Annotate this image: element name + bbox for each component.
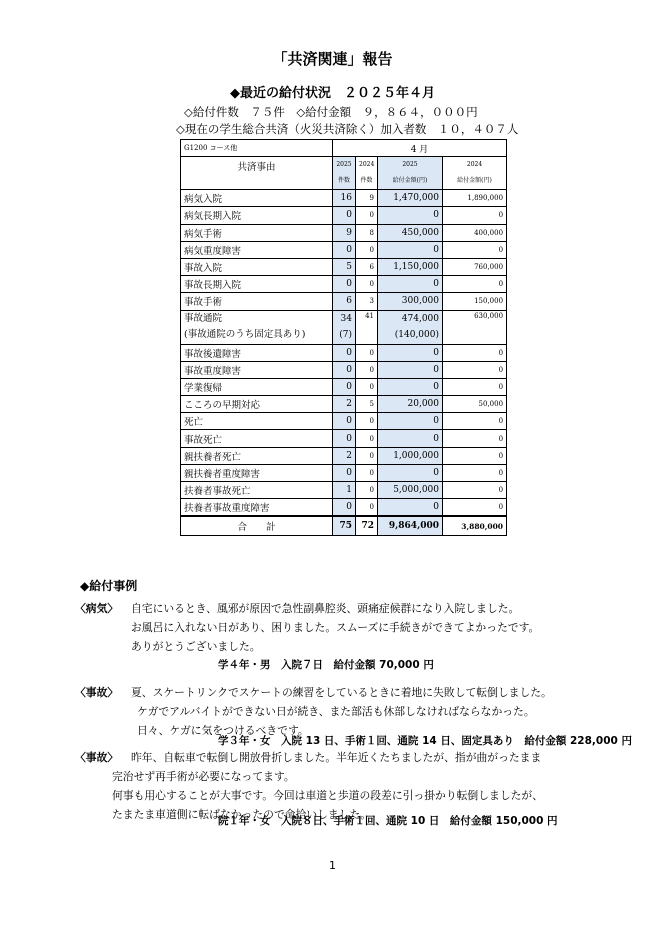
table-body: [181, 190, 507, 516]
table-row: [181, 499, 507, 516]
row-count-2025: 5: [333, 258, 356, 275]
row-category: 扶養者事故重度障害: [181, 499, 333, 516]
row-amount-2025: 0: [378, 361, 443, 378]
row-category: こころの早期対応: [181, 396, 333, 413]
row-amount-2024: 0: [443, 344, 507, 361]
row-category: 病気重度障害: [181, 241, 333, 258]
row-count-2024: 41: [356, 310, 378, 344]
row-amount-2025: 1,000,000: [378, 447, 443, 464]
row-category: 死亡: [181, 413, 333, 430]
row-amount-2025: 0: [378, 241, 443, 258]
table-subheader-row: [181, 157, 507, 190]
count-2025-header: 2025 件数: [333, 157, 356, 190]
case-text-line: ケガでアルバイトができない日が続き、また部活も休部しなければならなかった。: [137, 705, 535, 718]
page-number: 1: [329, 859, 336, 872]
table-row: [181, 241, 507, 258]
row-amount-2025: 300,000: [378, 293, 443, 310]
row-amount-2024: 0: [443, 499, 507, 516]
row-count-2025: 0: [333, 430, 356, 447]
row-amount-2025: 0: [378, 276, 443, 293]
total-amount-2025: 9,864,000: [378, 516, 443, 536]
member-count-line: ◇現在の学生総合共済（火災共済除く）加入者数 １０，４０７人: [176, 122, 519, 136]
case-text-line: ありがとうございました。: [131, 640, 261, 653]
row-count-2025: 2: [333, 396, 356, 413]
row-amount-2025: 1,470,000: [378, 190, 443, 207]
row-category: 事故後遺障害: [181, 344, 333, 361]
row-amount-2025: 5,000,000: [378, 482, 443, 499]
case-text-line: 自宅にいるとき、風邪が原因で急性副鼻腔炎、頭痛症候群になり入院しました。: [131, 602, 520, 615]
row-category: 事故長期入院: [181, 276, 333, 293]
case-text-line: 夏、スケートリンクでスケートの練習をしているときに着地に失敗して転倒しました。: [131, 686, 552, 699]
row-count-2025: 0: [333, 499, 356, 516]
table-row: [181, 482, 507, 499]
row-amount-2024: 0: [443, 241, 507, 258]
row-amount-2024: 400,000: [443, 224, 507, 241]
row-category: 病気手術: [181, 224, 333, 241]
row-category: 親扶養者重度障害: [181, 464, 333, 481]
case-label: 〈事故〉: [75, 686, 119, 699]
table-month: 4 月: [333, 140, 507, 157]
table-row: [181, 293, 507, 310]
row-count-2025: 0: [333, 361, 356, 378]
row-count-2024: 0: [356, 207, 378, 224]
case-text-line: たまたま車道側に転ばなかったので命拾いしました。: [112, 808, 372, 821]
total-amount-2024: 3,880,000: [443, 516, 507, 536]
row-count-2024: 0: [356, 464, 378, 481]
row-amount-2025: 1,150,000: [378, 258, 443, 275]
case-detail: 学４年・男 入院７日 給付金額 70,000 円: [218, 659, 434, 671]
row-count-2025: 0: [333, 207, 356, 224]
row-count-2024: 0: [356, 241, 378, 258]
row-amount-2025: 0: [378, 464, 443, 481]
table-header-row: [181, 140, 507, 157]
row-category: 学業復帰: [181, 378, 333, 395]
row-amount-2025: 0: [378, 378, 443, 395]
row-amount-2025: 0: [378, 413, 443, 430]
row-count-2025: 0: [333, 241, 356, 258]
row-category: 事故手術: [181, 293, 333, 310]
row-amount-2025: 474,000 (140,000): [378, 310, 443, 344]
table-row: [181, 258, 507, 275]
table-row: [181, 224, 507, 241]
row-count-2024: 0: [356, 482, 378, 499]
row-count-2024: 0: [356, 276, 378, 293]
row-count-2024: 0: [356, 499, 378, 516]
table-row: [181, 207, 507, 224]
row-count-2025: 0: [333, 464, 356, 481]
table-row: [181, 361, 507, 378]
row-category: 事故通院 (事故通院のうち固定具あり): [181, 310, 333, 344]
row-count-2024: 0: [356, 378, 378, 395]
case-label: 〈病気〉: [75, 602, 119, 615]
row-amount-2024: 0: [443, 413, 507, 430]
row-count-2025: 0: [333, 413, 356, 430]
row-amount-2024: 0: [443, 447, 507, 464]
total-count-2025: 75: [333, 516, 356, 536]
table-row: [181, 396, 507, 413]
row-amount-2025: 0: [378, 344, 443, 361]
row-count-2024: 0: [356, 344, 378, 361]
table-row: [181, 413, 507, 430]
case-text-line: 昨年、自転車で転倒し開放骨折しました。半年近くたちましたが、指が曲がったまま: [131, 751, 542, 764]
table-corner-label: G1200 コース他: [181, 140, 333, 157]
row-amount-2025: 0: [378, 430, 443, 447]
row-count-2025: 6: [333, 293, 356, 310]
case-text-line: 日々、ケガに気をつけるべきです。: [137, 724, 309, 737]
table-row: [181, 447, 507, 464]
row-count-2024: 6: [356, 258, 378, 275]
row-amount-2025: 0: [378, 207, 443, 224]
row-count-2025: 16: [333, 190, 356, 207]
row-count-2025: 0: [333, 344, 356, 361]
row-count-2024: 0: [356, 447, 378, 464]
row-amount-2024: 760,000: [443, 258, 507, 275]
row-category: 病気入院: [181, 190, 333, 207]
row-amount-2024: 0: [443, 430, 507, 447]
row-count-2025: 0: [333, 276, 356, 293]
row-amount-2024: 0: [443, 464, 507, 481]
row-category: 扶養者事故死亡: [181, 482, 333, 499]
amount-2024-header: 2024 給付金額(円): [443, 157, 507, 190]
row-amount-2024: 150,000: [443, 293, 507, 310]
total-count-2024: 72: [356, 516, 378, 536]
row-amount-2024: 0: [443, 378, 507, 395]
row-count-2025: 34 (7): [333, 310, 356, 344]
table-total-row: [181, 516, 507, 536]
case-label: 〈事故〉: [75, 751, 119, 764]
table-row: [181, 464, 507, 481]
row-category: 病気長期入院: [181, 207, 333, 224]
row-amount-2024: 0: [443, 482, 507, 499]
section-heading-benefits: ◆最近の給付状況 ２０２５年４月: [230, 86, 435, 101]
row-category: 事故入院: [181, 258, 333, 275]
row-category: 事故重度障害: [181, 361, 333, 378]
table-row: [181, 190, 507, 207]
row-amount-2024: 50,000: [443, 396, 507, 413]
count-2024-header: 2024 件数: [356, 157, 378, 190]
row-count-2024: 5: [356, 396, 378, 413]
row-amount-2024: 0: [443, 361, 507, 378]
row-count-2024: 0: [356, 361, 378, 378]
case-detail: 院１年・女 入院８日、手術１回、通院 10 日 給付金額 150,000 円: [218, 815, 558, 827]
row-count-2025: 1: [333, 482, 356, 499]
case-detail: 学３年・女 入院 13 日、手術１回、通院 14 日、固定具あり 給付金額 228,000 円: [218, 735, 632, 747]
table-row: [181, 430, 507, 447]
total-label: 合 計: [181, 516, 333, 536]
row-amount-2025: 0: [378, 499, 443, 516]
case-text-line: 完治せず再手術が必要になってます。: [112, 770, 295, 783]
benefit-table: [180, 139, 507, 536]
amount-2025-header: 2025 給付金額(円): [378, 157, 443, 190]
table-row: [181, 310, 507, 344]
row-count-2024: 8: [356, 224, 378, 241]
table-row: [181, 344, 507, 361]
row-count-2024: 0: [356, 413, 378, 430]
row-count-2024: 3: [356, 293, 378, 310]
row-count-2024: 9: [356, 190, 378, 207]
row-amount-2025: 450,000: [378, 224, 443, 241]
table-row: [181, 276, 507, 293]
row-amount-2024: 0: [443, 276, 507, 293]
row-amount-2024: 630,000: [443, 310, 507, 344]
benefit-summary-line: ◇給付件数 ７５件 ◇給付金額 ９，８６４，０００円: [184, 105, 478, 119]
row-category: 親扶養者死亡: [181, 447, 333, 464]
row-amount-2024: 1,890,000: [443, 190, 507, 207]
table-row: [181, 378, 507, 395]
row-amount-2024: 0: [443, 207, 507, 224]
section-heading-cases: ◆給付事例: [80, 579, 138, 593]
row-amount-2025: 20,000: [378, 396, 443, 413]
row-count-2025: 2: [333, 447, 356, 464]
row-category: 事故死亡: [181, 430, 333, 447]
case-text-line: 何事も用心することが大事です。今回は車道と歩道の段差に引っ掛かり転倒しましたが、: [112, 789, 544, 802]
page-title: 「共済関連」報告: [272, 50, 393, 68]
row-count-2025: 9: [333, 224, 356, 241]
category-header: 共済事由: [181, 157, 333, 190]
case-text-line: お風呂に入れない日があり、困りました。スムーズに手続きができてよかったです。: [131, 621, 540, 634]
row-count-2025: 0: [333, 378, 356, 395]
row-count-2024: 0: [356, 430, 378, 447]
